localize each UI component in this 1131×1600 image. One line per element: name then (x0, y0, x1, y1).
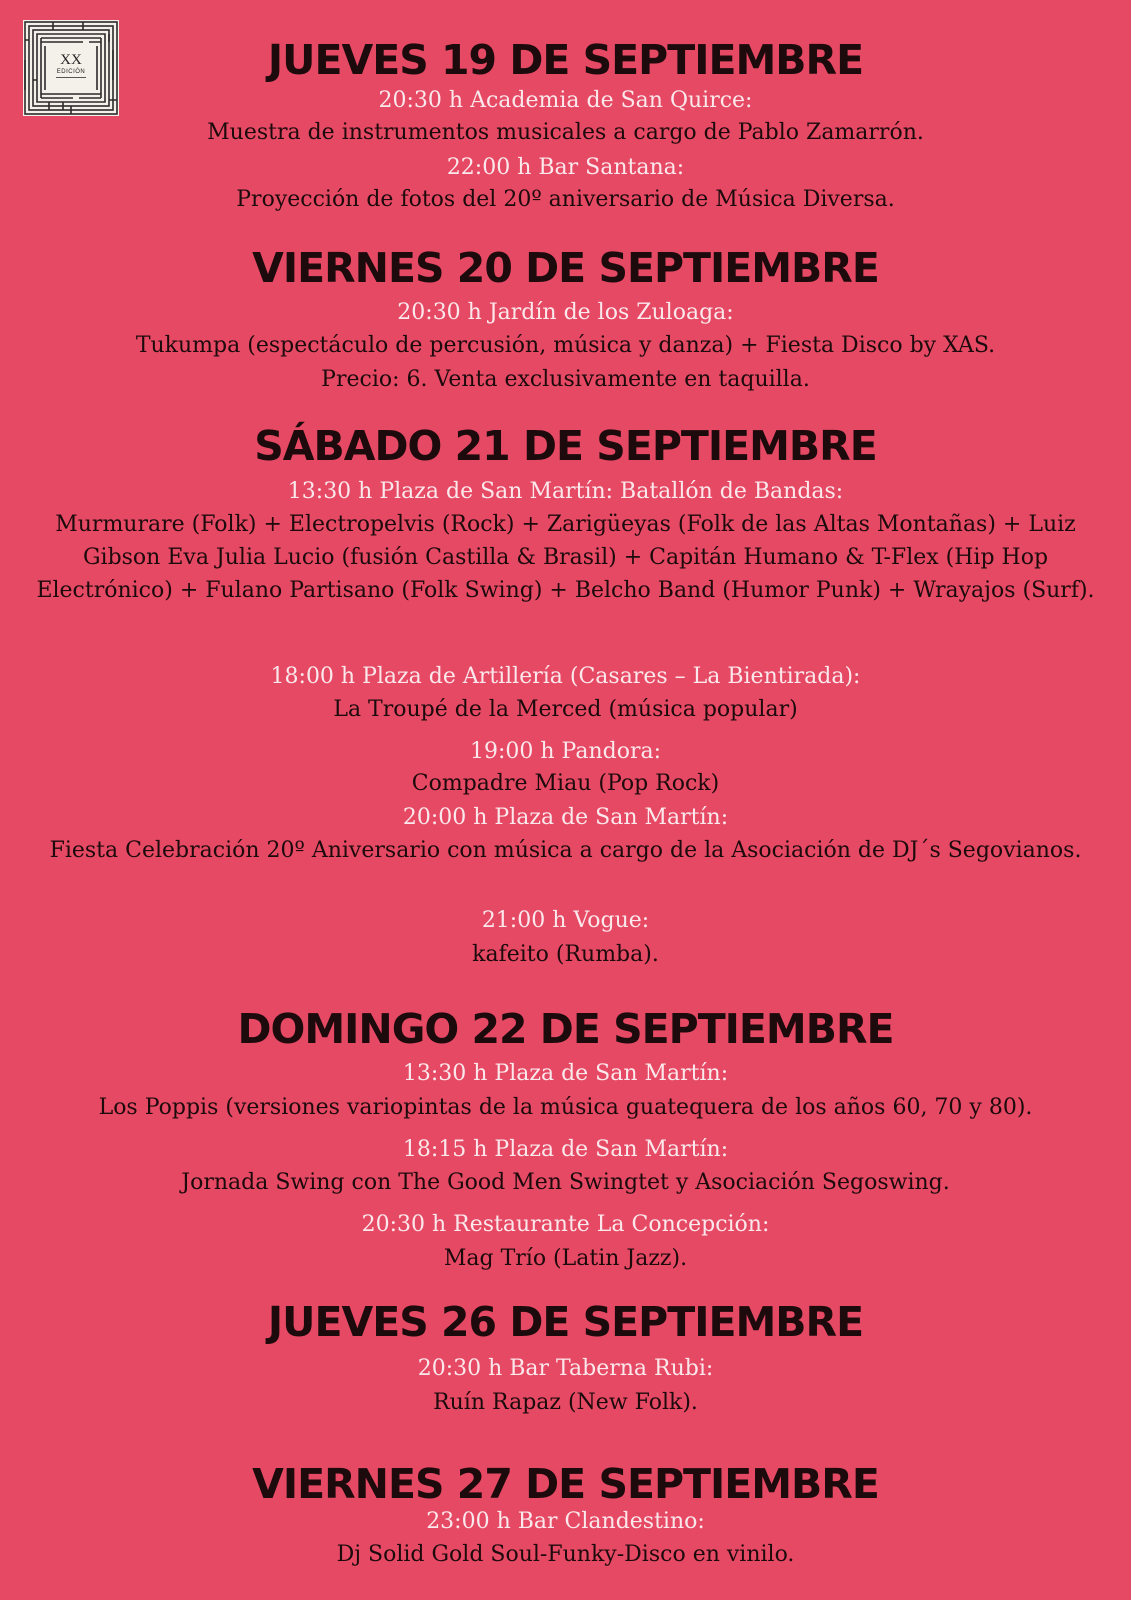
event-time: 19:00 h Pandora: (469, 739, 662, 764)
event-time: 18:00 h Plaza de Artillería (Casares – La Bientirada): (270, 664, 861, 689)
event-time: 23:00 h Bar Clandestino: (426, 1509, 705, 1534)
event-description: Tukumpa (espectáculo de percusión, música y danza) + Fiesta Disco by XAS. (135, 333, 996, 358)
day-heading: JUEVES 19 DE SEPTIEMBRE (267, 36, 864, 84)
event-time: 21:00 h Vogue: (481, 908, 650, 933)
event-time: 20:30 h Jardín de los Zuloaga: (397, 300, 734, 325)
day-heading: DOMINGO 22 DE SEPTIEMBRE (237, 1005, 894, 1053)
event-description: Dj Solid Gold Soul-Funky-Disco en vinilo. (336, 1542, 795, 1567)
event-description: Mag Trío (Latin Jazz). (443, 1246, 688, 1271)
day-heading: SÁBADO 21 DE SEPTIEMBRE (254, 422, 877, 470)
event-price: Precio: 6. Venta exclusivamente en taquilla. (321, 367, 810, 392)
event-description: Murmurare (Folk) + Electropelvis (Rock) + Zarigüeyas (Folk de las Altas Montañas) + Luiz Gibson Eva Julia Lucio (fusión Castilla & Brasil) + Capitán Humano & T-Flex (Hip Hop Electrónico) + Fulano Partisano (Folk Swing) + Belcho Band (Humor Punk) + Wrayajos (Surf). (36, 512, 1095, 603)
logo-label: EDICIÓN (56, 69, 86, 75)
event-description: Jornada Swing con The Good Men Swingtet y Asociación Segoswing. (181, 1170, 950, 1195)
event-description: kafeito (Rumba). (472, 942, 659, 967)
day-heading: VIERNES 20 DE SEPTIEMBRE (252, 244, 879, 292)
event-time: 13:30 h Plaza de San Martín: (402, 1061, 729, 1086)
event-time: 22:00 h Bar Santana: (446, 155, 685, 180)
event-time: 18:15 h Plaza de San Martín: (402, 1137, 729, 1162)
event-description: Compadre Miau (Pop Rock) (411, 771, 720, 796)
event-description: Los Poppis (versiones variopintas de la música guatequera de los años 60, 70 y 80). (98, 1095, 1033, 1120)
event-time: 13:30 h Plaza de San Martín: Batallón de Bandas: (287, 479, 844, 504)
event-description: Fiesta Celebración 20º Aniversario con música a cargo de la Asociación de DJ´s Segovianos. (49, 838, 1082, 863)
day-heading: JUEVES 26 DE SEPTIEMBRE (267, 1298, 864, 1346)
event-description: Proyección de fotos del 20º aniversario de Música Diversa. (236, 187, 895, 212)
event-time: 20:30 h Restaurante La Concepción: (361, 1212, 770, 1237)
event-description: La Troupé de la Merced (música popular) (333, 697, 798, 722)
event-description: Muestra de instrumentos musicales a cargo de Pablo Zamarrón. (207, 120, 924, 145)
event-time: 20:30 h Bar Taberna Rubi: (417, 1356, 714, 1381)
event-description: Ruín Rapaz (New Folk). (433, 1390, 698, 1415)
day-heading: VIERNES 27 DE SEPTIEMBRE (252, 1460, 879, 1508)
event-time: 20:30 h Academia de San Quirce: (378, 88, 753, 113)
logo-number: XX (60, 52, 82, 68)
event-time: 20:00 h Plaza de San Martín: (402, 805, 729, 830)
